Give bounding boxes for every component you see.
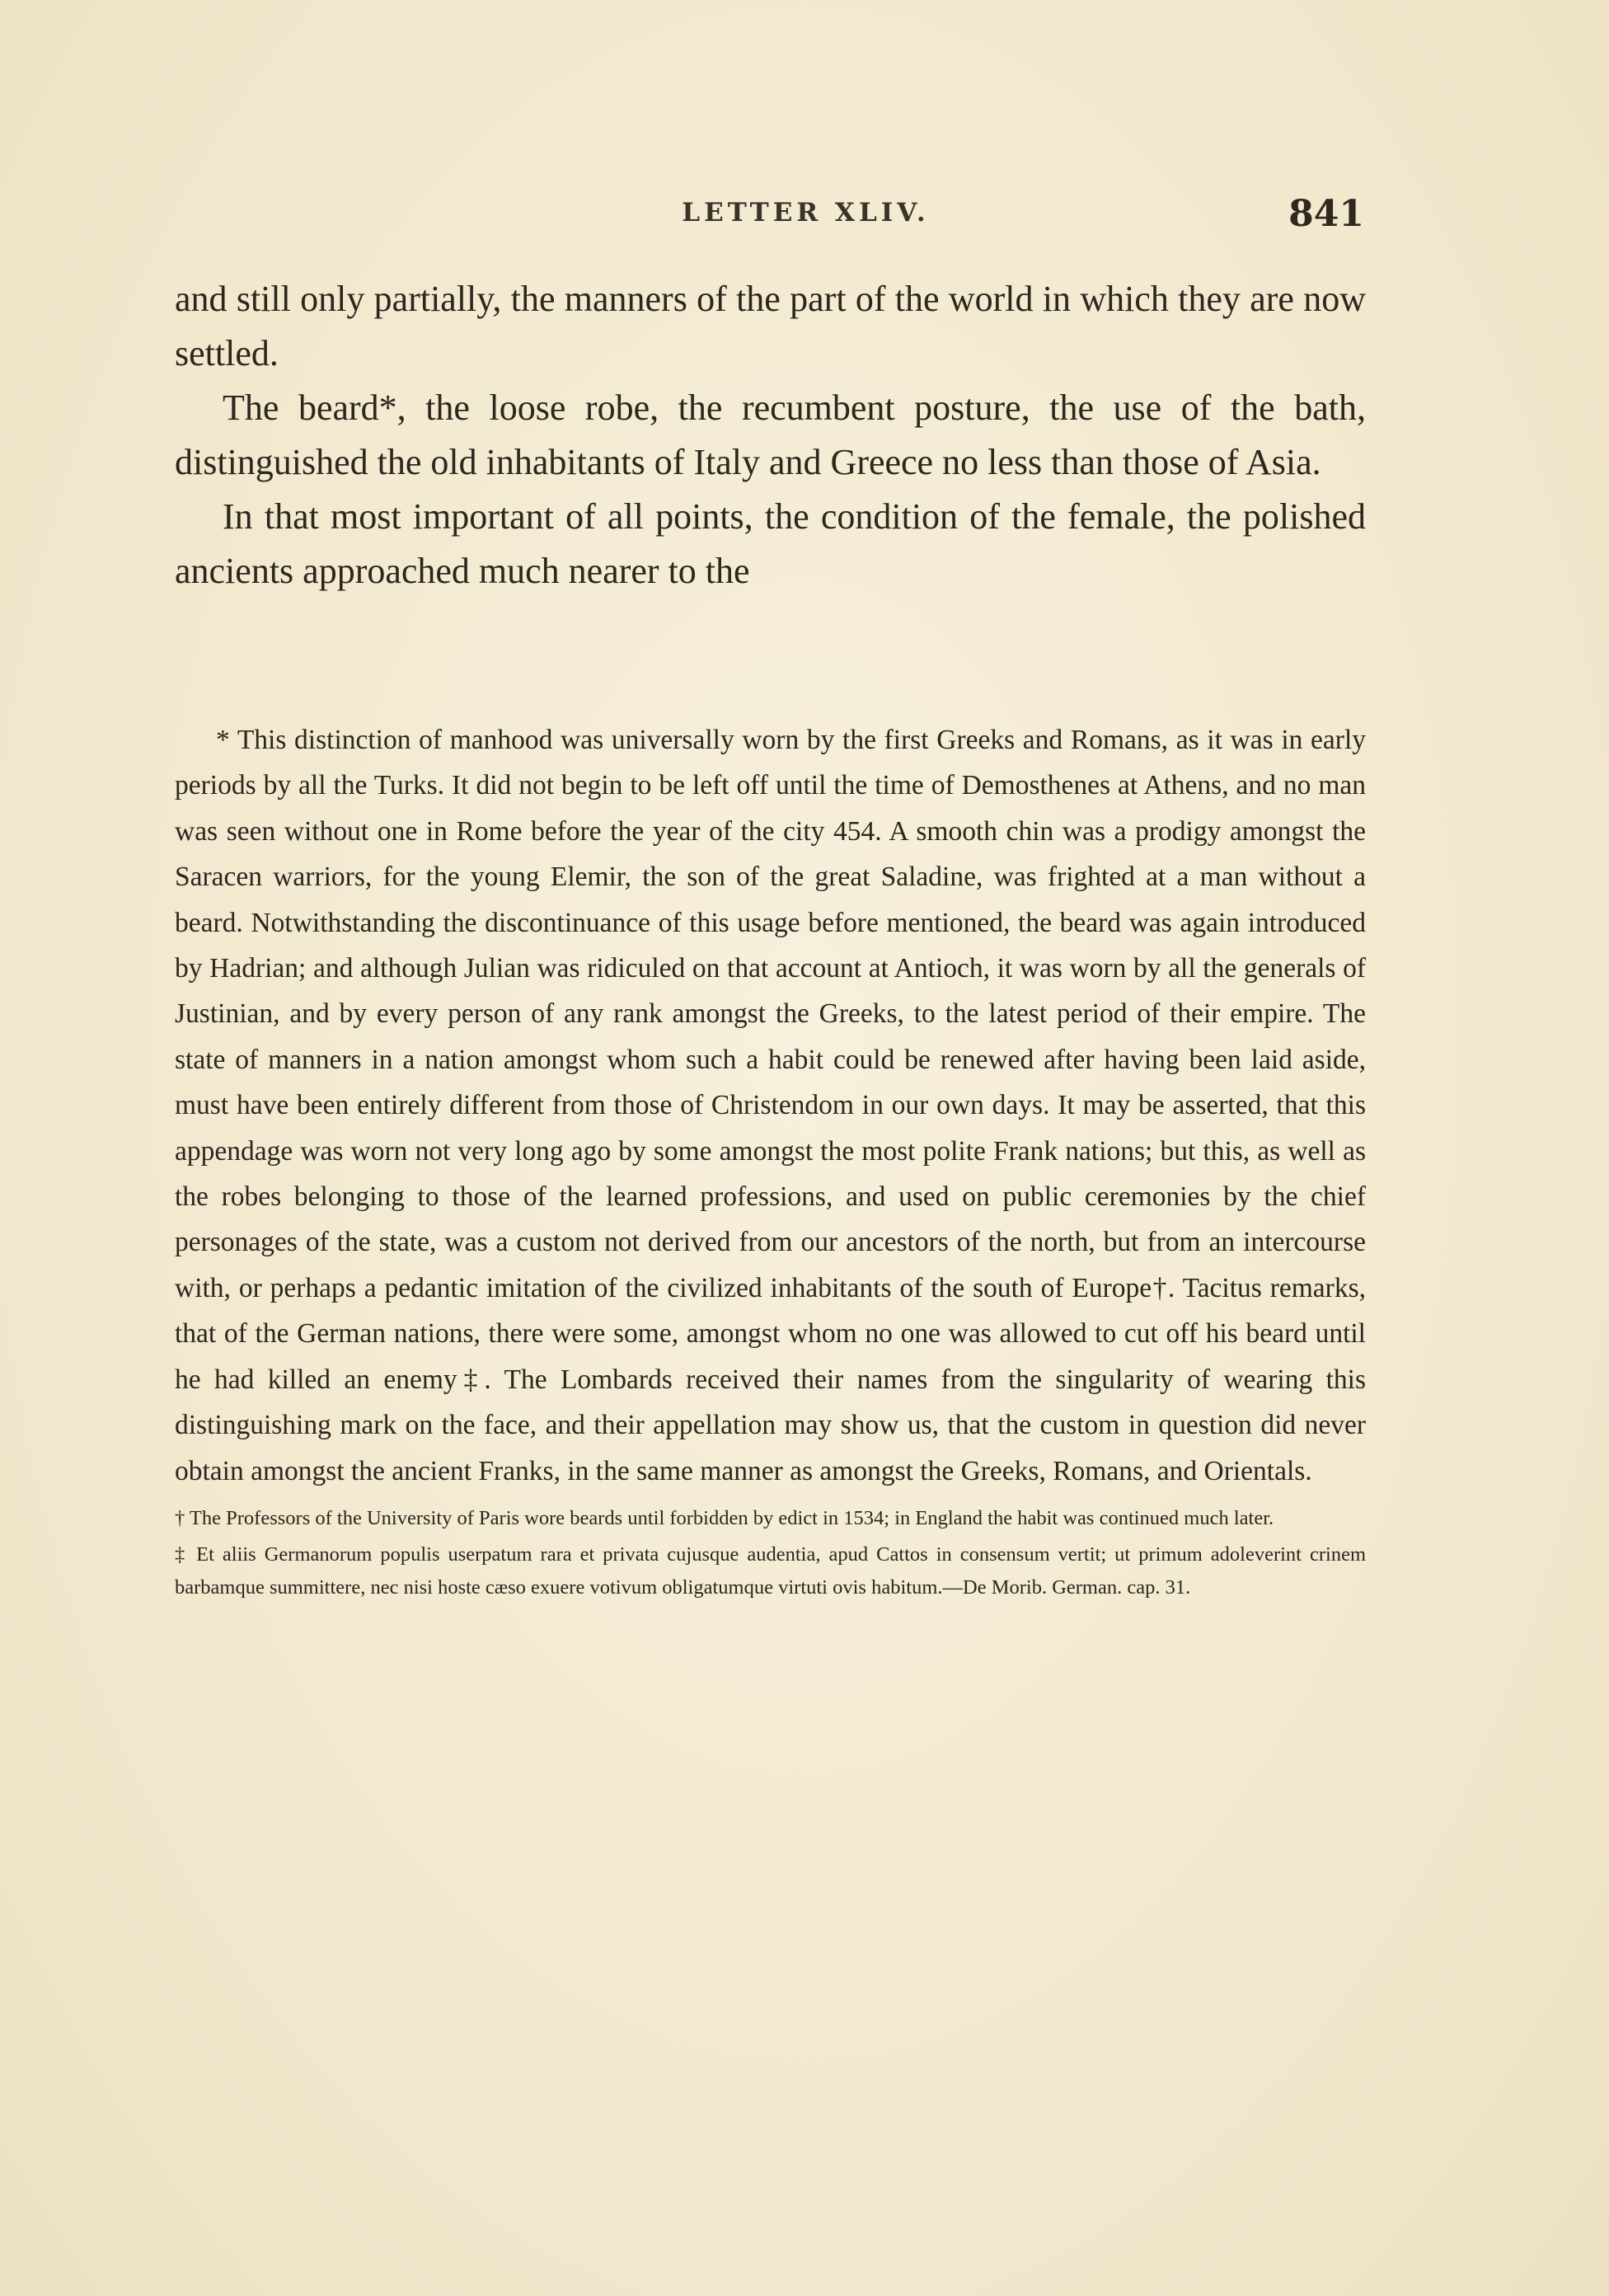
paragraph-beard: The beard*, the loose robe, the recumbent posture, the use of the bath, distinguished the old inhabitants of Italy and Greece no less than those of Asia. bbox=[175, 387, 1366, 482]
running-head: LETTER XLIV. bbox=[682, 198, 930, 228]
footnote-asterisk: * This distinction of manhood was universally worn by the first Greeks and Romans, as it was in early periods by all the Turks. It did not begin to be left off until the time of Demosthenes at Athens, and no man was seen without one in Rome before the year of the city 454. A smooth chin was a prodigy amongst the Saracen warriors, for the young Elemir, the son of the great Saladine, was frighted at a man without a beard. Notwithstanding the discontinuance of this usage before mentioned, the beard was again introduced by Hadrian; and although Julian was ridiculed on that account at Antioch, it was worn by all the generals of Justinian, and by every person of any rank amongst the Greeks, to the latest period of their empire. The state of manners in a nation amongst whom such a habit could be renewed after having been laid aside, must have been entirely different from those of Christendom in our own days. It may be asserted, that this appendage was worn not very long ago by some amongst the most polite Frank nations; but this, as well as the robes belonging to those of the learned professions, and used on public ceremonies by the chief personages of the state, was a custom not derived from our ancestors of the north, but from an intercourse with, or perhaps a pedantic imitation of the civilized inhabitants of the south of Europe†. Tacitus remarks, that of the German nations, there were some, amongst whom no one was allowed to cut off his beard until he had killed an enemy‡. The Lombards received their names from the singularity of wearing this distinguishing mark on the face, and their appellation may show us, that the custom in question did never obtain amongst the ancient Franks, in the same manner as amongst the Greeks, Romans, and Orientals. bbox=[175, 725, 1366, 1486]
body-text bbox=[175, 272, 1366, 599]
footnotes bbox=[175, 717, 1366, 1604]
paragraph-continued: and still only partially, the manners of the part of the world in which they are now settled. bbox=[175, 279, 1366, 373]
paragraph-female-condition: In that most important of all points, the condition of the female, the polished ancients approached much nearer to the bbox=[175, 496, 1366, 591]
footnote-dagger: † The Professors of the University of Paris wore beards until forbidden by edict in 1534; in England the habit was continued much later. bbox=[175, 1506, 1274, 1529]
page-header bbox=[173, 193, 1364, 247]
page-number: 841 bbox=[1288, 193, 1364, 235]
footnote-double-dagger: ‡ Et aliis Germanorum populis userpatum rara et privata cujusque audentia, apud Cattos in consensum vertit; ut primum adoleverint crinem barbamque summittere, nec nisi hoste cæso exuere votivum obligatumque virtuti ovis habitum.—De Morib. German. cap. 31. bbox=[175, 1542, 1366, 1599]
